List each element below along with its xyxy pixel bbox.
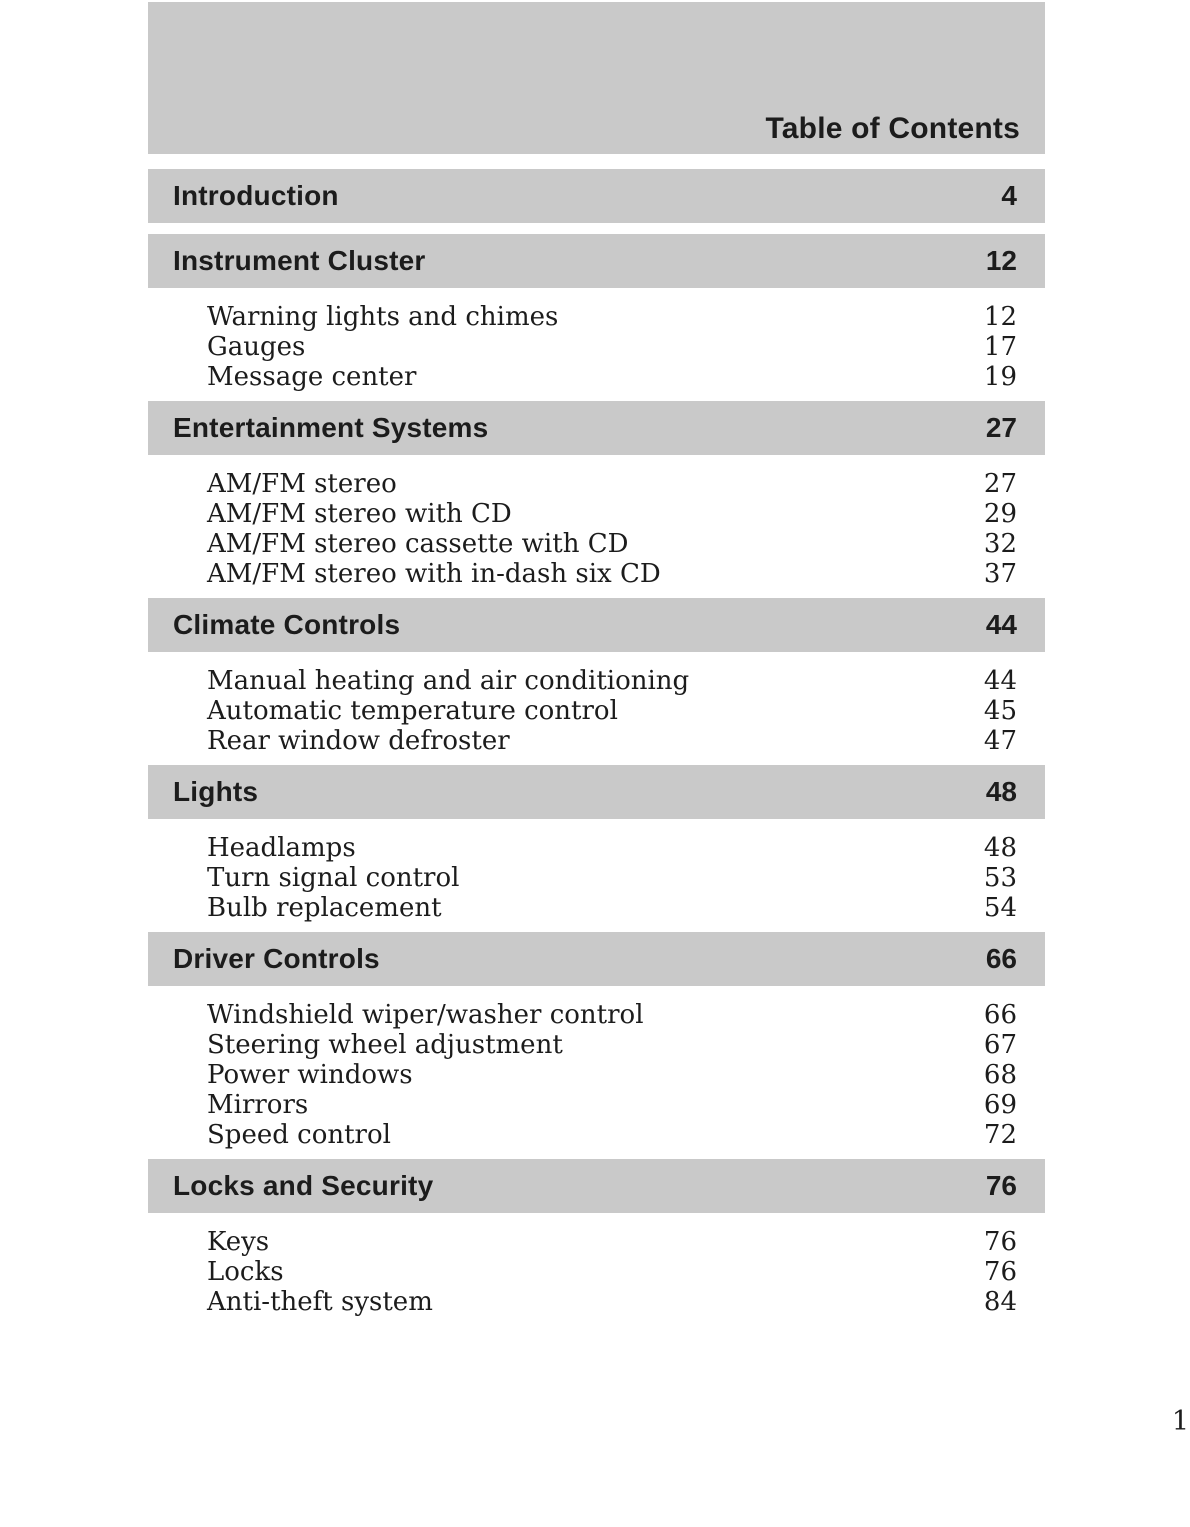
toc-entry-label: Warning lights and chimes: [207, 302, 559, 332]
toc-entry-page-number: 47: [983, 726, 1017, 756]
toc-entry-page-number: 44: [983, 666, 1017, 696]
toc-entry-label: AM/FM stereo with CD: [207, 499, 512, 529]
toc-header-block: [148, 2, 1045, 154]
toc-entry: [207, 499, 1017, 529]
section-header-bar: [148, 401, 1045, 455]
toc-section: [148, 765, 1045, 932]
section-header-bar: [148, 598, 1045, 652]
section-header-bar: [148, 1159, 1045, 1213]
toc-entry-label: Anti-theft system: [207, 1287, 433, 1317]
toc-entry-page-number: 54: [983, 893, 1017, 923]
toc-entry-page-number: 76: [983, 1257, 1017, 1287]
toc-section: [148, 234, 1045, 401]
section-page-number: 66: [985, 943, 1017, 974]
section-header-bar: [148, 169, 1045, 223]
toc-entry-label: Speed control: [207, 1120, 391, 1150]
toc-entry: [207, 1000, 1017, 1030]
toc-section: [148, 932, 1045, 1159]
toc-entry-label: Turn signal control: [207, 863, 460, 893]
footer-page-number: 1: [1171, 1406, 1189, 1437]
toc-entry-label: Mirrors: [207, 1090, 309, 1120]
toc-entry-label: Power windows: [207, 1060, 413, 1090]
section-header-bar: [148, 765, 1045, 819]
toc-entry: [207, 529, 1017, 559]
toc-entry-page-number: 84: [983, 1287, 1017, 1317]
toc-entry: [207, 1257, 1017, 1287]
toc-entry-page-number: 45: [983, 696, 1017, 726]
toc-entry-label: Bulb replacement: [207, 893, 442, 923]
toc-section: [148, 401, 1045, 598]
toc-entry: [207, 1090, 1017, 1120]
section-item-list: [148, 288, 1045, 401]
section-page-number: 44: [985, 609, 1017, 640]
toc-entry-page-number: 32: [983, 529, 1017, 559]
page-title: Table of Contents: [765, 112, 1020, 145]
toc-entry-page-number: 67: [983, 1030, 1017, 1060]
toc-entry-label: Windshield wiper/washer control: [207, 1000, 644, 1030]
section-item-list: [148, 455, 1045, 598]
toc-entry-page-number: 48: [983, 833, 1017, 863]
toc-entry: [207, 332, 1017, 362]
toc-entry: [207, 1030, 1017, 1060]
toc-entry-page-number: 69: [983, 1090, 1017, 1120]
section-item-list: [148, 1213, 1045, 1326]
section-header-bar: [148, 234, 1045, 288]
toc-entry-page-number: 53: [983, 863, 1017, 893]
toc-entry: [207, 1287, 1017, 1317]
toc-entry: [207, 666, 1017, 696]
toc-entry: [207, 833, 1017, 863]
section-title: Locks and Security: [173, 1170, 434, 1201]
toc-entry: [207, 1227, 1017, 1257]
toc-entry-label: AM/FM stereo cassette with CD: [207, 529, 629, 559]
toc-entry: [207, 559, 1017, 589]
section-title: Climate Controls: [173, 609, 401, 640]
toc-entry-page-number: 17: [983, 332, 1017, 362]
section-title: Introduction: [173, 180, 339, 211]
toc-entry: [207, 893, 1017, 923]
toc-section: [148, 169, 1045, 234]
toc-entry-label: Locks: [207, 1257, 284, 1287]
toc-entry-page-number: 12: [983, 302, 1017, 332]
section-title: Driver Controls: [173, 943, 380, 974]
toc-section: [148, 1159, 1045, 1326]
section-item-list: [148, 223, 1045, 234]
toc-entry-label: Steering wheel adjustment: [207, 1030, 563, 1060]
toc-page: [148, 2, 1189, 1437]
toc-entry: [207, 302, 1017, 332]
section-page-number: 27: [985, 412, 1017, 443]
toc-entry-page-number: 76: [983, 1227, 1017, 1257]
toc-entry-label: Keys: [207, 1227, 270, 1257]
section-item-list: [148, 819, 1045, 932]
section-page-number: 4: [1001, 180, 1017, 211]
toc-entry-label: Rear window defroster: [207, 726, 510, 756]
section-item-list: [148, 652, 1045, 765]
toc-entry: [207, 1120, 1017, 1150]
toc-entry: [207, 362, 1017, 392]
toc-entry-page-number: 29: [983, 499, 1017, 529]
section-title: Entertainment Systems: [173, 412, 489, 443]
toc-entry-page-number: 37: [983, 559, 1017, 589]
section-item-list: [148, 986, 1045, 1159]
toc-section: [148, 598, 1045, 765]
toc-entry-label: AM/FM stereo with in-dash six CD: [207, 559, 661, 589]
toc-entry-page-number: 27: [983, 469, 1017, 499]
toc-entry-label: Gauges: [207, 332, 306, 362]
toc-entry: [207, 863, 1017, 893]
section-title: Instrument Cluster: [173, 245, 426, 276]
toc-entry-label: Manual heating and air conditioning: [207, 666, 690, 696]
section-title: Lights: [173, 776, 259, 807]
toc-entry-label: AM/FM stereo: [207, 469, 397, 499]
toc-entry: [207, 726, 1017, 756]
toc-entry: [207, 469, 1017, 499]
section-page-number: 76: [985, 1170, 1017, 1201]
toc-entry-page-number: 66: [983, 1000, 1017, 1030]
section-page-number: 12: [985, 245, 1017, 276]
toc-entry-page-number: 68: [983, 1060, 1017, 1090]
toc-entry-page-number: 72: [983, 1120, 1017, 1150]
toc-entry: [207, 696, 1017, 726]
toc-entry-label: Message center: [207, 362, 417, 392]
toc-entry: [207, 1060, 1017, 1090]
section-header-bar: [148, 932, 1045, 986]
toc-entry-label: Headlamps: [207, 833, 356, 863]
toc-entry-page-number: 19: [983, 362, 1017, 392]
section-page-number: 48: [985, 776, 1017, 807]
toc-entry-label: Automatic temperature control: [207, 696, 618, 726]
toc-section-list: [148, 169, 1045, 1326]
